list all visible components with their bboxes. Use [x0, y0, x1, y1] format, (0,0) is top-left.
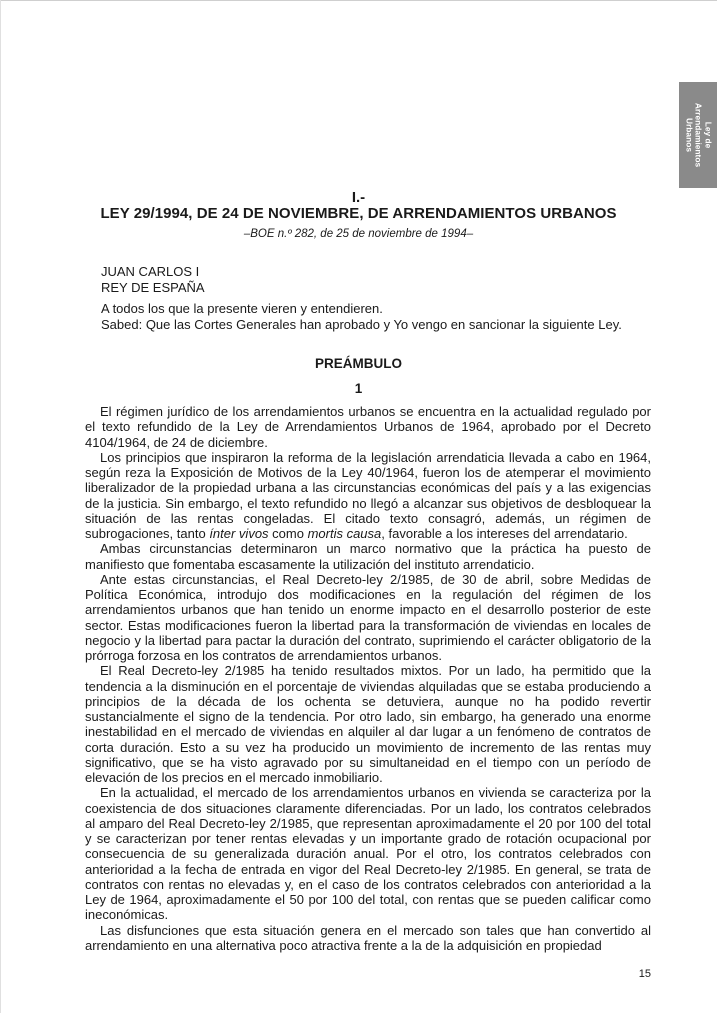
promulgation-line: Sabed: Que las Cortes Generales han aprobado y Yo vengo en sancionar la siguiente Ley. — [101, 316, 622, 332]
king-name: JUAN CARLOS I — [101, 264, 200, 279]
page-border-left — [0, 0, 1, 1013]
paragraph-text: , favorable a los intereses del arrendatario. — [381, 526, 628, 541]
paragraph: Ambas circunstancias determinaron un marco normativo que la práctica ha puesto de manifiesto que fomentaba escasamente la utilización del instituto arrendaticio. — [85, 541, 651, 572]
latin-term-inter-vivos: ínter vivos — [209, 526, 269, 541]
paragraph: En la actualidad, el mercado de los arrendamientos urbanos en vivienda se caracteriza por la coexistencia de dos situaciones claramente diferenciadas. Por un lado, los contratos celebrados al amparo del Real Decreto-ley 2/1985, que representan aproximadamente el 20 por 100 del total y se caracterizan por tener rentas elevadas y un importante grado de rotación ocupacional por consecuencia de su generalizada duración anual. Por el otro, los contratos celebrados con anterioridad a la fecha de entrada en vigor del Real Decreto-ley 2/1985. En general, se trata de contratos con rentas no elevadas y, en el caso de los contratos celebrados con anterioridad a la Ley de 1964, aproximadamente el 50 por 100 del total, con rentas que se pueden calificar como ineconómicas. — [85, 785, 651, 923]
boe-reference: –BOE n.º 282, de 25 de noviembre de 1994– — [243, 228, 474, 240]
paragraph-text: Los principios que inspiraron la reforma de la legislación arrendaticia llevada a cabo en 1964, según reza la Exposición de Motivos de la Ley 40/1964, fueron los de atemperar el movimiento liberalizador de la propiedad urbana a las circunstancias económicas del país y a las exigencias de la justicia. Sin embargo, el texto refundido no llegó a alcanzar sus objetivos de desbloquear la situación de las rentas congeladas. El citado texto consagró, además, un régimen de subrogaciones, tanto — [85, 449, 651, 541]
latin-term-mortis-causa: mortis causa — [307, 526, 382, 541]
paragraph-text: como — [268, 526, 308, 541]
side-tab-line: Urbanos — [684, 118, 695, 152]
page-border-top — [0, 0, 717, 1]
paragraph: El Real Decreto-ley 2/1985 ha tenido resultados mixtos. Por un lado, ha permitido que la tendencia a la disminución en el porcentaje de viviendas alquiladas que se estaba produciendo a principios de la década de los ochenta se detuviera, aunque no ha podido revertir sustancialmente el signo de la tendencia. Por otro lado, sin embargo, ha generado una enorme inestabilidad en el mercado de viviendas en alquiler al dar lugar a un fenómeno de contratos de corta duración. Esto a su vez ha producido un movimiento de incremento de las rentas muy significativo, que se ha visto agravado por su simultaneidad en el tiempo con un período de elevación de los precios en el mercado inmobiliario. — [85, 663, 651, 785]
paragraph: Las disfunciones que esta situación genera en el mercado son tales que han convertido al arrendamiento en una alternativa poco atractiva frente a la de la adquisición en propiedad — [85, 922, 651, 953]
paragraph — [85, 450, 651, 542]
section-side-tab — [679, 82, 717, 188]
paragraph: Ante estas circunstancias, el Real Decreto-ley 2/1985, de 30 de abril, sobre Medidas de Política Económica, introdujo dos modificaciones en la regulación del régimen de los arrendamientos urbanos que han tenido un enorme impacto en el desarrollo posterior de este sector. Estas modificaciones fueron la libertad para la transformación de viviendas en locales de negocio y la libertad para pactar la duración del contrato, suprimiendo el carácter obligatorio de la prórroga forzosa en los contratos de arrendamientos urbanos. — [85, 571, 651, 663]
royal-signature-block — [101, 264, 205, 295]
preamble-title: PREÁMBULO — [315, 356, 402, 371]
law-number: I.- — [351, 189, 366, 206]
paragraph: El régimen jurídico de los arrendamientos urbanos se encuentra en la actualidad regulado por el texto refundido de la Ley de Arrendamientos Urbanos de 1964, aprobado por el Decreto 4104/1964, de 24 de diciembre. — [85, 404, 651, 450]
side-tab-line: Arrendamientos — [693, 102, 704, 168]
side-tab-line: Ley de — [703, 121, 714, 149]
promulgation-formula — [101, 301, 622, 332]
king-title: REY DE ESPAÑA — [101, 279, 205, 295]
side-tab-label — [684, 83, 713, 187]
page-number: 15 — [638, 968, 651, 980]
law-title: LEY 29/1994, DE 24 DE NOVIEMBRE, DE ARRENDAMIENTOS URBANOS — [100, 205, 617, 222]
section-number: 1 — [354, 381, 363, 396]
promulgation-line: A todos los que la presente vieren y entendieren. — [101, 301, 383, 316]
preamble-body — [85, 404, 651, 953]
